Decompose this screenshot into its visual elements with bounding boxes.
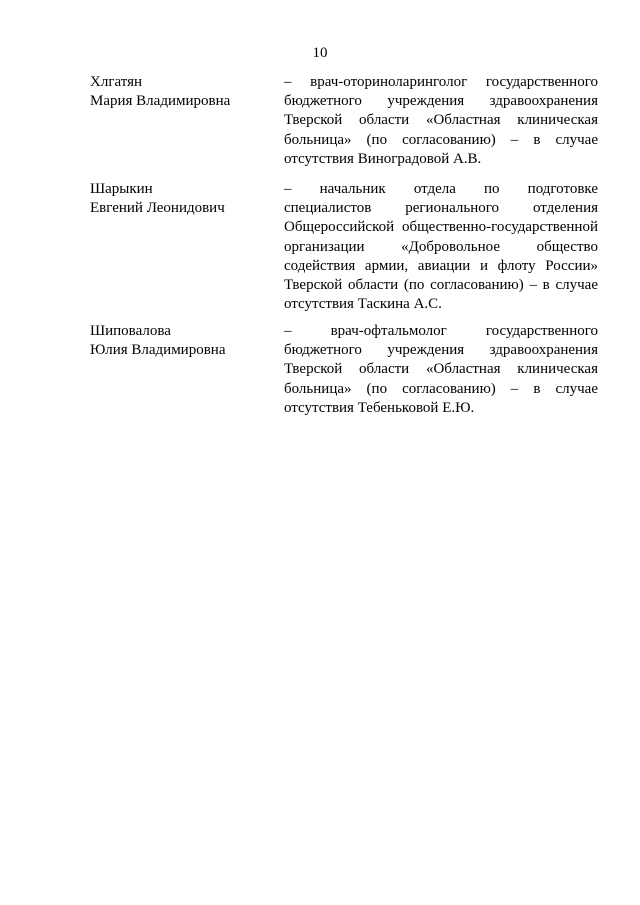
role-line: Общероссийской общественно-государственной: [284, 219, 598, 236]
person-given-name: Евгений Леонидович: [90, 200, 225, 217]
role-line: организации «Добровольное общество: [284, 238, 598, 255]
role-line: специалистов регионального отделения: [284, 200, 598, 217]
role-line: больница» (по согласованию) – в случае: [284, 131, 598, 148]
page-number: 10: [312, 45, 328, 61]
person-surname: Шарыкин: [90, 181, 153, 197]
person-surname: Хлгатян: [90, 74, 143, 90]
person-given-name: Мария Владимировна: [90, 93, 231, 110]
role-line: – врач-оториноларинголог государственного: [284, 74, 598, 90]
role-line: бюджетного учреждения здравоохранения: [284, 342, 598, 359]
person-given-name: Юлия Владимировна: [90, 342, 226, 359]
person-name: [90, 73, 270, 111]
role-line: содействия армии, авиации и флоту России»: [284, 257, 598, 274]
role-line: отсутствия Виноградовой А.В.: [284, 150, 482, 167]
role-line: отсутствия Таскина А.С.: [284, 296, 442, 313]
person-name: [90, 180, 270, 218]
role-line: Тверской области «Областная клиническая: [284, 112, 598, 129]
person-name: [90, 322, 270, 360]
role-line: больница» (по согласованию) – в случае: [284, 380, 598, 397]
person-role: [284, 322, 598, 418]
person-role: [284, 180, 598, 314]
role-line: Тверской области (по согласованию) – в случае: [284, 277, 598, 294]
person-surname: Шиповалова: [90, 323, 171, 339]
person-role: [284, 73, 598, 169]
role-line: Тверской области «Областная клиническая: [284, 361, 598, 378]
role-line: – начальник отдела по подготовке: [284, 181, 598, 197]
role-line: отсутствия Тебеньковой Е.Ю.: [284, 399, 475, 416]
role-line: – врач-офтальмолог государственного: [284, 323, 598, 339]
role-line: бюджетного учреждения здравоохранения: [284, 93, 598, 110]
